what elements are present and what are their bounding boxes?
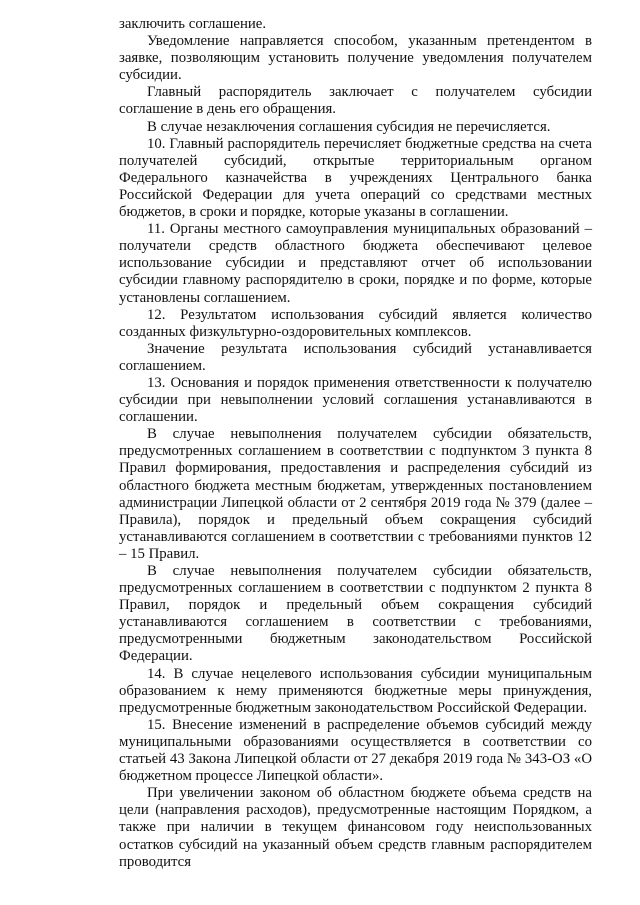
paragraph-no-agreement: В случае незаключения соглашения субсидия не перечисляется. xyxy=(147,118,551,135)
paragraph-item-13: 13. Основания и порядок применения ответственности к получателю субсидии при невыполнении условий соглашения устанавливаются в соглашении. xyxy=(119,374,592,426)
paragraph-continuation: заключить соглашение. xyxy=(119,16,267,32)
paragraph-violation-subpoint-3: В случае невыполнения получателем субсидии обязательств, предусмотренных соглашением в соответствии с подпунктом 3 пункта 8 Правил формирования, предоставления и распределения субсидий из областного бюджета местным бюджетам, утвержденных постановлением администрации Липецкой области от 2 сентября 2019 года № 379 (далее – Правила), порядок и предельный объем сокращения субсидий устанавливаются соглашением в соответствии с требованиями пунктов 12 – 15 Правил. xyxy=(119,426,592,562)
paragraph-item-14: 14. В случае нецелевого использования субсидии муниципальным образованием к нему применяются бюджетные меры принуждения, предусмотренные бюджетным законодательством Российской Федерации. xyxy=(119,665,592,716)
paragraph-item-12: 12. Результатом использования субсидий является количество созданных физкультурно-оздоровительных комплексов. xyxy=(119,306,592,340)
paragraph-violation-subpoint-2: В случае невыполнения получателем субсидии обязательств, предусмотренных соглашением в соответствии с подпунктом 2 пункта 8 Правил, порядок и предельный объем сокращения субсидий устанавливаются соглашением в соответствии с требованиями, предусмотренными бюджетным законодательством Российской Федерации. xyxy=(119,563,592,665)
paragraph-result-value: Значение результата использования субсидий устанавливается соглашением. xyxy=(119,340,592,374)
paragraph-item-15: 15. Внесение изменений в распределение объемов субсидий между муниципальными образованиями осуществляется в соответствии со статьей 43 Закона Липецкой области от 27 декабря 2019 года № 343-ОЗ «О бюджетном процессе Липецкой области». xyxy=(119,716,592,785)
paragraph-budget-increase: При увеличении законом об областном бюджете объема средств на цели (направления расходов), предусмотренные настоящим Порядком, а также при наличии в текущем финансовом году неиспользованных остатков субсидий на указанный объем средств главным распорядителем проводится xyxy=(119,785,592,870)
paragraph-item-10: 10. Главный распорядитель перечисляет бюджетные средства на счета получателей субсидий, открытые территориальным органом Федерального казначейства в учреждениях Центрального банка Российской Федерации для учета операций со средствами местных бюджетов, в сроки и порядке, которые указаны в соглашении. xyxy=(119,135,592,221)
paragraph-item-11: 11. Органы местного самоуправления муниципальных образований – получатели средств областного бюджета обеспечивают целевое использование субсидии и представляют отчет об использовании субсидии главному распорядителю в сроки, порядке и по форме, которые установлены соглашением. xyxy=(119,221,592,306)
paragraph-agreement-day: Главный распорядитель заключает с получателем субсидии соглашение в день его обращения. xyxy=(119,84,592,118)
paragraph-notification-method: Уведомление направляется способом, указанным претендентом в заявке, позволяющим установить получение уведомления получателем субсидии. xyxy=(119,33,592,84)
